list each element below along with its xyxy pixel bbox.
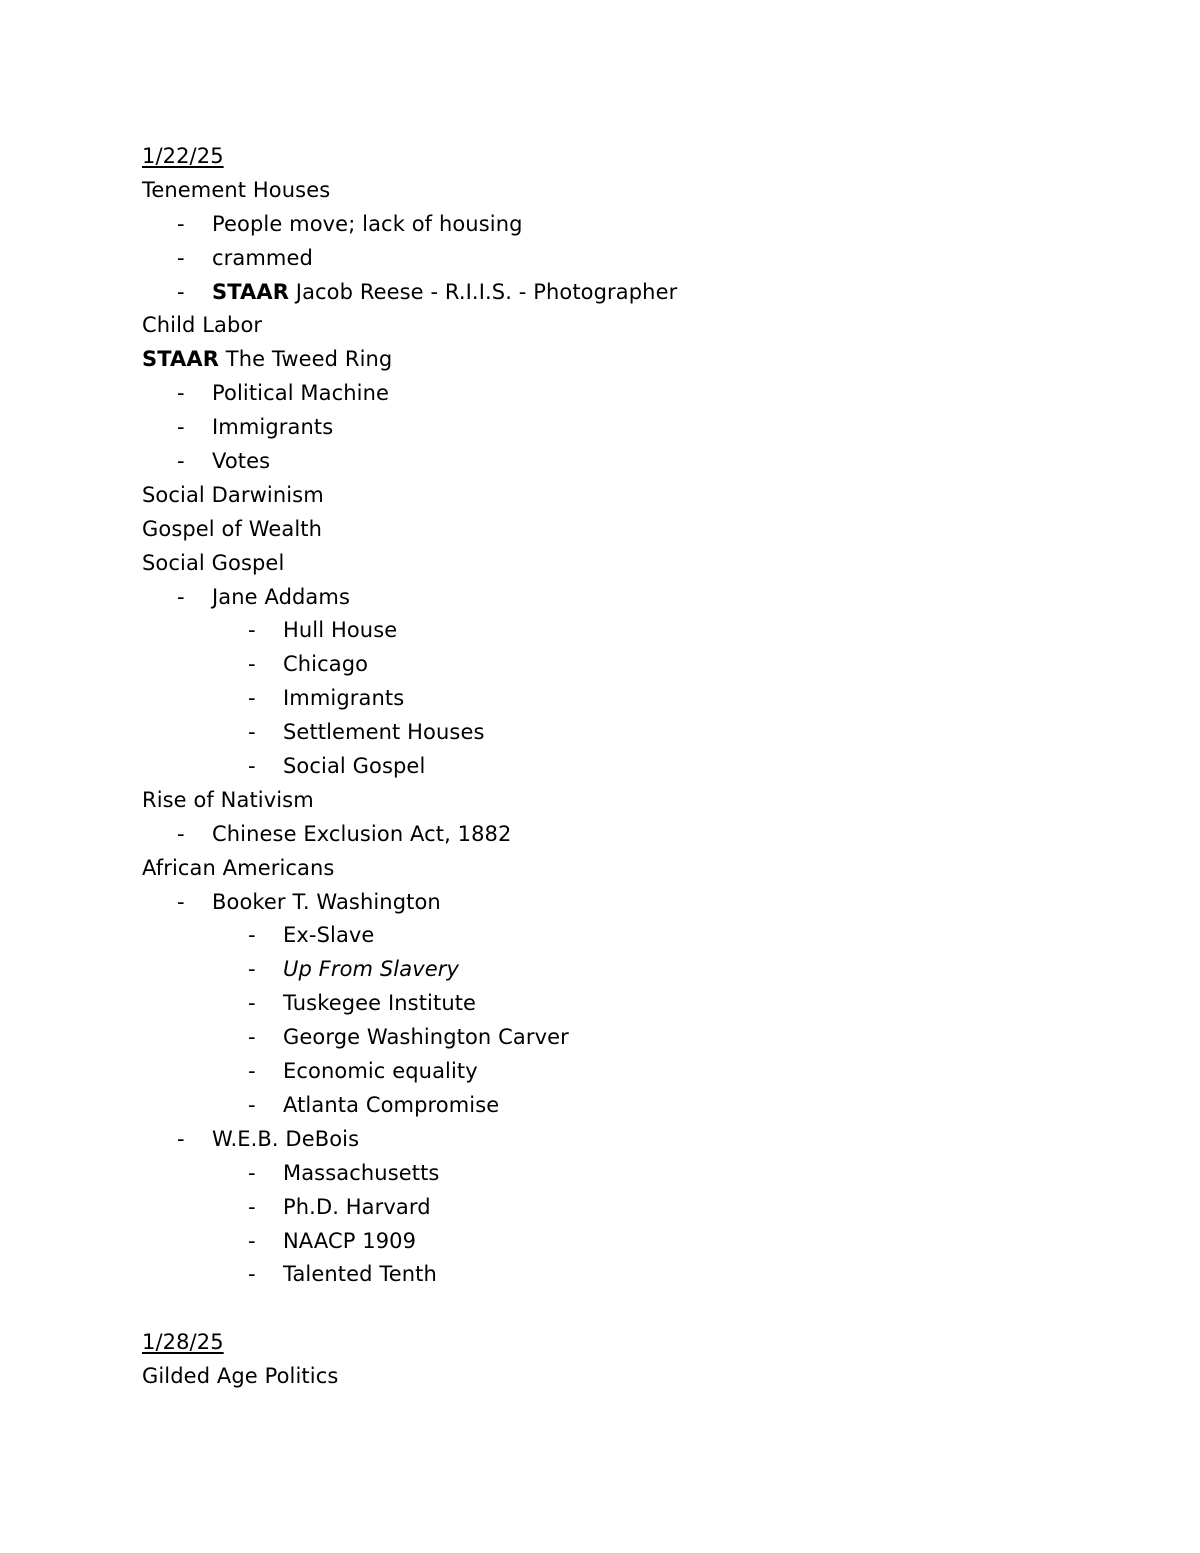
bullet-dash: - [248, 923, 256, 948]
date-heading-1: 1/22/25 [142, 144, 224, 168]
sub-list-item [142, 1258, 1102, 1292]
bullet-dash: - [248, 686, 256, 711]
sub-list-item [142, 682, 1102, 716]
sub-list-item-text: NAACP 1909 [283, 1228, 417, 1253]
sub-list-item-text: Tuskegee Institute [283, 991, 477, 1016]
sub-list-item [142, 648, 1102, 682]
book-title: Up From Slavery [283, 957, 460, 982]
topic-rise-of-nativism: Rise of Nativism [142, 787, 314, 812]
topic-child-labor: Child Labor [142, 313, 263, 338]
list-item [142, 445, 1102, 479]
topic-tweed-ring [142, 343, 1102, 377]
bullet-dash: - [177, 584, 185, 609]
bullet-dash: - [177, 279, 185, 304]
list-item [142, 886, 1102, 920]
sub-list-item [142, 716, 1102, 750]
list-item-text: Political Machine [212, 381, 390, 406]
topic-tenement-houses: Tenement Houses [142, 177, 331, 202]
date-heading-2: 1/28/25 [142, 1330, 224, 1355]
sub-list-item [142, 750, 1102, 784]
sub-list-item [142, 1055, 1102, 1089]
sub-list-item-text: George Washington Carver [283, 1025, 569, 1050]
topic-text: The Tweed Ring [219, 347, 393, 372]
sub-list-item-text: Settlement Houses [283, 720, 485, 745]
sub-list-item-text: Massachusetts [283, 1160, 440, 1185]
topic-gospel-of-wealth: Gospel of Wealth [142, 516, 323, 541]
list-item-text: Jacob Reese - R.I.I.S. - Photographer [289, 279, 678, 304]
list-item [142, 1123, 1102, 1157]
sub-list-item [142, 614, 1102, 648]
topic-social-gospel: Social Gospel [142, 550, 285, 575]
sub-list-item [142, 1225, 1102, 1259]
bullet-dash: - [248, 1092, 256, 1117]
bullet-dash: - [177, 381, 185, 406]
bullet-dash: - [177, 1126, 185, 1151]
bullet-dash: - [248, 618, 256, 643]
bullet-dash: - [177, 245, 185, 270]
list-item-text: Jane Addams [212, 584, 350, 609]
bullet-dash: - [248, 1025, 256, 1050]
list-item [142, 208, 1102, 242]
sub-list-item [142, 987, 1102, 1021]
bullet-dash: - [177, 211, 185, 236]
list-item-text: Chinese Exclusion Act, 1882 [212, 821, 512, 846]
list-item [142, 242, 1102, 276]
sub-list-item [142, 1021, 1102, 1055]
section-spacer [142, 1292, 1102, 1326]
bullet-dash: - [248, 652, 256, 677]
list-item [142, 377, 1102, 411]
bullet-dash: - [177, 415, 185, 440]
bullet-dash: - [248, 991, 256, 1016]
list-item-text: Votes [212, 449, 271, 474]
bullet-dash: - [248, 957, 256, 982]
list-item-text: Immigrants [212, 415, 334, 440]
bullet-dash: - [248, 1228, 256, 1253]
sub-list-item [142, 1191, 1102, 1225]
sub-list-item-text: Social Gospel [283, 754, 426, 779]
sub-list-item [142, 953, 1102, 987]
sub-list-item [142, 919, 1102, 953]
bullet-dash: - [248, 1160, 256, 1185]
sub-list-item-text: Ex-Slave [283, 923, 375, 948]
list-item [142, 581, 1102, 615]
bullet-dash: - [177, 821, 185, 846]
sub-list-item-text: Immigrants [283, 686, 405, 711]
bullet-dash: - [248, 1262, 256, 1287]
list-item-text: crammed [212, 245, 313, 270]
list-item [142, 411, 1102, 445]
staar-tag: STAAR [142, 347, 219, 372]
bullet-dash: - [248, 1059, 256, 1084]
sub-list-item-text: Chicago [283, 652, 369, 677]
sub-list-item-text: Atlanta Compromise [283, 1092, 500, 1117]
sub-list-item [142, 1089, 1102, 1123]
bullet-dash: - [248, 720, 256, 745]
list-item-text: W.E.B. DeBois [212, 1126, 360, 1151]
sub-list-item-text: Hull House [283, 618, 398, 643]
sub-list-item-text: Economic equality [283, 1059, 478, 1084]
list-item-text: People move; lack of housing [212, 211, 523, 236]
sub-list-item-text: Ph.D. Harvard [283, 1194, 431, 1219]
notes-body [142, 140, 1102, 1394]
topic-gilded-age-politics: Gilded Age Politics [142, 1364, 339, 1389]
staar-tag: STAAR [212, 279, 289, 304]
sub-list-item-text: Talented Tenth [283, 1262, 437, 1287]
sub-list-item [142, 1157, 1102, 1191]
bullet-dash: - [177, 449, 185, 474]
list-item [142, 276, 1102, 310]
list-item [142, 818, 1102, 852]
list-item-text: Booker T. Washington [212, 889, 441, 914]
topic-african-americans: African Americans [142, 855, 335, 880]
bullet-dash: - [248, 1194, 256, 1219]
topic-social-darwinism: Social Darwinism [142, 482, 324, 507]
bullet-dash: - [248, 754, 256, 779]
bullet-dash: - [177, 889, 185, 914]
